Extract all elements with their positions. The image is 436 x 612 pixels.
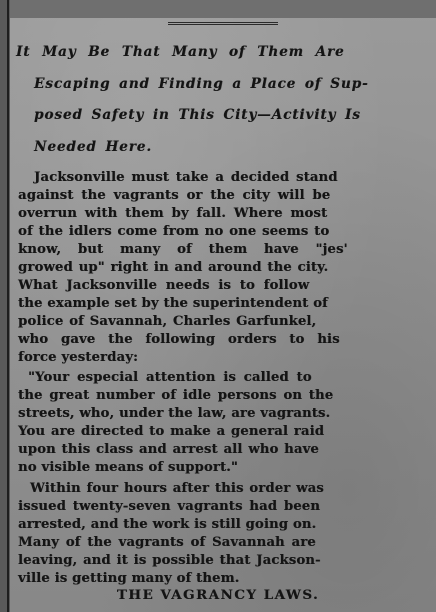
article-line: issued twenty-seven vagrants had been: [18, 499, 321, 514]
article-line: police of Savannah, Charles Garfunkel,: [18, 314, 317, 329]
section-divider-rule: [168, 0, 278, 25]
article-line: of the idlers come from no one seems to: [18, 224, 330, 239]
article-line: force yesterday:: [18, 350, 139, 365]
article-line: ville is getting many of them.: [18, 571, 240, 586]
headline-line: It May Be That Many of Them Are: [16, 44, 345, 60]
headline-line: Escaping and Finding a Place of Sup-: [34, 76, 369, 92]
article-line: leaving, and it is possible that Jackson-: [18, 553, 321, 568]
article-line: Jacksonville must take a decided stand: [34, 170, 338, 185]
article-line: who gave the following orders to his: [18, 332, 340, 347]
article-line: "Your especial attention is called to: [28, 370, 312, 385]
article-line: no visible means of support.": [18, 460, 238, 475]
article-line: the example set by the superintendent of: [18, 296, 328, 311]
headline-line: Needed Here.: [34, 139, 152, 155]
article-line: What Jacksonville needs is to follow: [18, 278, 310, 293]
article-line: upon this class and arrest all who have: [18, 442, 319, 457]
left-column-rule: [0, 0, 10, 612]
article-line: Within four hours after this order was: [30, 481, 324, 496]
article-line: growed up" right in and around the city.: [18, 260, 329, 275]
article-line: overrun with them by fall. Where most: [18, 206, 328, 221]
section-heading: THE VAGRANCY LAWS.: [116, 587, 320, 603]
article-line: Many of the vagrants of Savannah are: [18, 535, 316, 550]
article-line: You are directed to make a general raid: [18, 424, 325, 439]
article-line: streets, who, under the law, are vagrants.: [18, 406, 331, 421]
article-line: know, but many of them have "jes': [18, 242, 348, 257]
headline-line: posed Safety in This City—Activity Is: [34, 107, 361, 123]
article-line: the great number of idle persons on the: [18, 388, 334, 403]
article-line: arrested, and the work is still going on.: [18, 517, 317, 532]
article-line: against the vagrants or the city will be: [18, 188, 331, 203]
